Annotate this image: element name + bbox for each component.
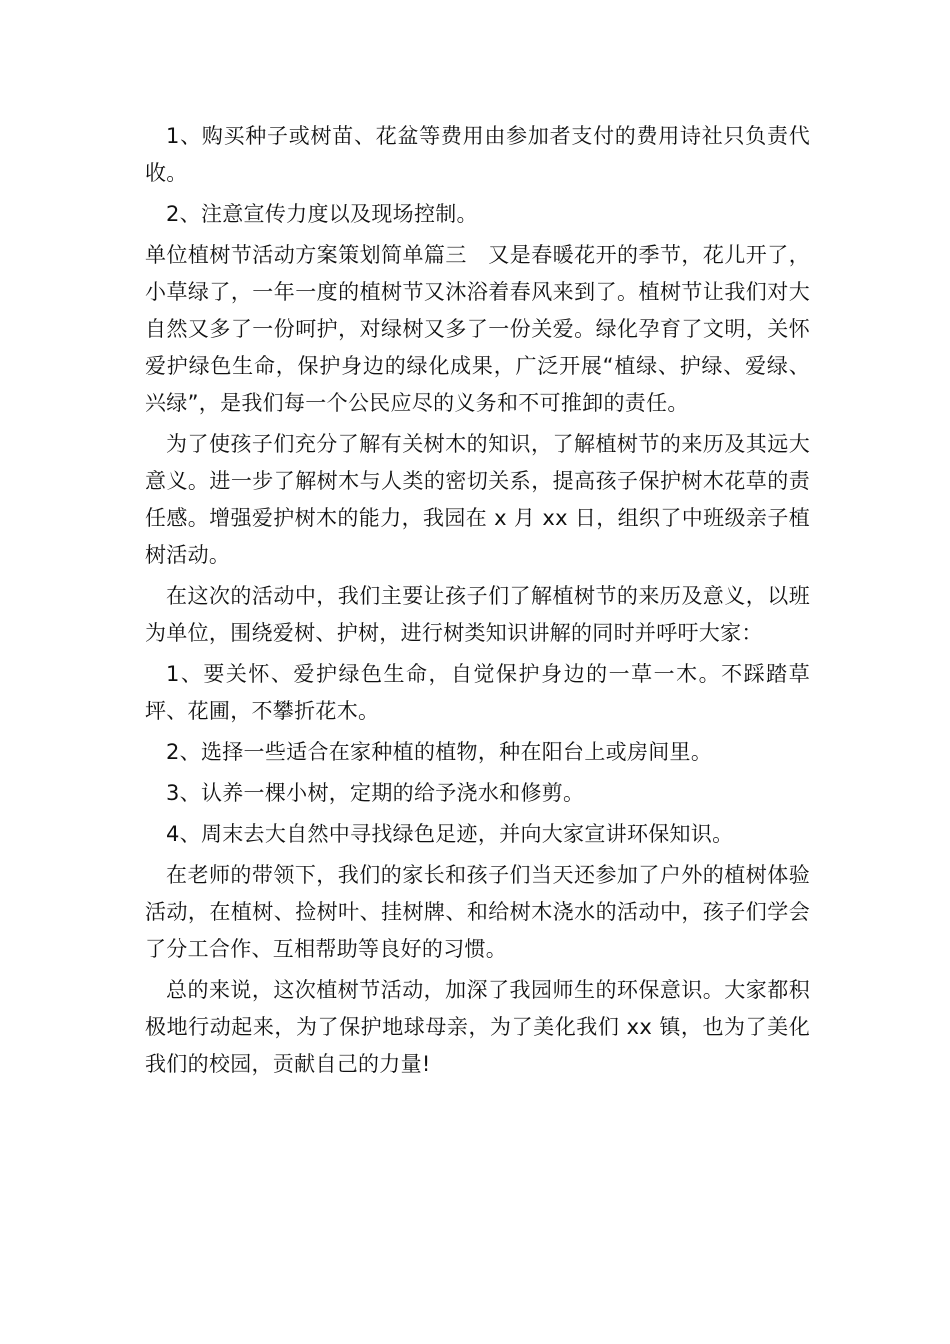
paragraph-section-three-intro: 单位植树节活动方案策划简单篇三 又是春暖花开的季节，花儿开了，小草绿了，一年一度的植树节又沐浴着春风来到了。植树节让我们对大自然又多了一份呵护，对绿树又多了一份关爱。绿化孕育了文明，关怀爱护绿色生命，保护身边的绿化成果，广泛开展“植绿、护绿、爱绿、兴绿”，是我们每一个公民应尽的义务和不可推卸的责任。 — [145, 243, 810, 415]
paragraph-activity-overview: 在这次的活动中，我们主要让孩子们了解植树节的来历及意义，以班为单位，围绕爱树、护树，进行树类知识讲解的同时并呼吁大家： — [145, 584, 810, 645]
paragraph-purchase-fees: 1、购买种子或树苗、花盆等费用由参加者支付的费用诗社只负责代收。 — [145, 124, 810, 185]
list-item-adopt-tree: 3、认养一棵小树，定期的给予浇水和修剪。 — [166, 781, 585, 805]
list-item-care-for-life: 1、要关怀、爱护绿色生命，自觉保护身边的一草一木。不踩踏草坪、花圃，不攀折花木。 — [145, 662, 810, 723]
list-item-plant-at-home: 2、选择一些适合在家种植的植物，种在阳台上或房间里。 — [166, 740, 713, 764]
paragraph-outdoor-experience: 在老师的带领下，我们的家长和孩子们当天还参加了户外的植树体验活动，在植树、捡树叶、挂树牌、和给树木浇水的活动中，孩子们学会了分工合作、互相帮助等良好的习惯。 — [145, 863, 810, 961]
paragraph-publicity-control: 2、注意宣传力度以及现场控制。 — [166, 202, 478, 226]
list-item-weekend-nature: 4、周末去大自然中寻找绿色足迹，并向大家宣讲环保知识。 — [166, 822, 734, 846]
paragraph-summary: 总的来说，这次植树节活动，加深了我园师生的环保意识。大家都积极地行动起来，为了保护地球母亲，为了美化我们 xx 镇，也为了美化我们的校园，贡献自己的力量! — [145, 978, 810, 1076]
paragraph-purpose: 为了使孩子们充分了解有关树木的知识，了解植树节的来历及其远大意义。进一步了解树木与人类的密切关系，提高孩子保护树木花草的责任感。增强爱护树木的能力，我园在 x 月 xx 日，组织了中班级亲子植树活动。 — [145, 432, 810, 567]
document-body — [145, 118, 810, 1083]
